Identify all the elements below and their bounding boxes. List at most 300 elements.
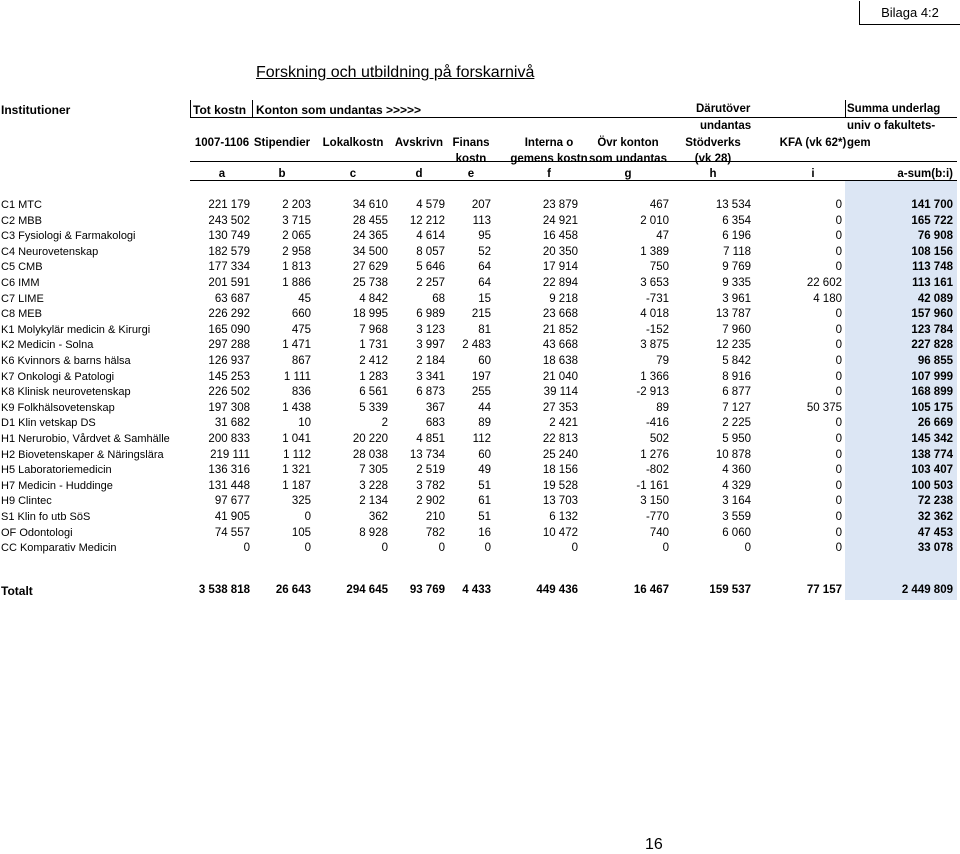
value-cell: 18 156 bbox=[542, 464, 578, 477]
value-cell: 141 700 bbox=[911, 199, 953, 211]
table-row bbox=[0, 261, 957, 277]
institution-name: C3 Fysiologi & Farmakologi bbox=[1, 230, 136, 243]
value-cell: 226 292 bbox=[208, 308, 250, 321]
value-cell: 0 bbox=[662, 542, 669, 555]
value-cell: 2 421 bbox=[549, 417, 578, 430]
value-cell: 21 040 bbox=[542, 370, 578, 383]
column-header-line2: gemens kostn bbox=[510, 153, 588, 165]
header-divider-1 bbox=[190, 100, 191, 118]
column-letter: g bbox=[624, 168, 632, 180]
value-cell: 7 305 bbox=[359, 464, 388, 477]
value-cell: 20 220 bbox=[352, 433, 388, 445]
value-cell: 76 908 bbox=[917, 230, 953, 243]
table-row bbox=[0, 371, 957, 387]
summary-header-line1: Summa underlag bbox=[847, 103, 941, 115]
value-cell: 177 334 bbox=[208, 261, 250, 274]
value-cell: 3 715 bbox=[282, 214, 311, 227]
institution-name: Totalt bbox=[1, 584, 33, 598]
value-cell: 3 228 bbox=[359, 479, 388, 492]
value-cell: 113 bbox=[472, 214, 491, 227]
institution-name: C6 IMM bbox=[1, 277, 40, 289]
column-header-line1: Avskrivn bbox=[394, 137, 444, 149]
value-cell: 449 436 bbox=[536, 584, 578, 596]
value-cell: 10 472 bbox=[542, 526, 578, 539]
value-cell: 41 905 bbox=[214, 511, 250, 523]
value-cell: 207 bbox=[471, 199, 491, 211]
value-cell: 3 782 bbox=[416, 479, 445, 492]
value-cell: 89 bbox=[478, 417, 491, 430]
institution-name: H7 Medicin - Huddinge bbox=[1, 479, 113, 492]
value-cell: 3 150 bbox=[640, 495, 669, 508]
value-cell: 0 bbox=[835, 542, 842, 555]
value-cell: 6 873 bbox=[416, 386, 445, 399]
institution-name: K2 Medicin - Solna bbox=[1, 339, 94, 352]
value-cell: 27 629 bbox=[352, 261, 388, 274]
value-cell: 2 412 bbox=[359, 355, 388, 367]
value-cell: 32 362 bbox=[917, 511, 953, 523]
value-cell: 836 bbox=[291, 386, 311, 399]
column-header-line1: 1007-1106 bbox=[194, 137, 250, 149]
value-cell: 1 366 bbox=[640, 370, 669, 383]
value-cell: 197 bbox=[471, 370, 491, 383]
value-cell: 34 610 bbox=[352, 199, 388, 211]
value-cell: -731 bbox=[645, 292, 669, 305]
value-cell: 0 bbox=[835, 511, 842, 523]
value-cell: 17 914 bbox=[542, 261, 578, 274]
page-number: 16 bbox=[645, 836, 663, 853]
institution-name: C4 Neurovetenskap bbox=[1, 245, 99, 258]
value-cell: 96 855 bbox=[917, 355, 953, 367]
value-cell: 2 065 bbox=[282, 230, 311, 243]
value-cell: 123 784 bbox=[911, 323, 953, 336]
value-cell: 4 329 bbox=[722, 479, 751, 492]
value-cell: 12 212 bbox=[409, 214, 445, 227]
value-cell: 157 960 bbox=[911, 308, 953, 321]
table-row bbox=[0, 449, 957, 465]
value-cell: 3 653 bbox=[640, 277, 669, 289]
value-cell: 2 958 bbox=[282, 245, 311, 258]
value-cell: 81 bbox=[478, 323, 491, 336]
value-cell: 16 bbox=[478, 526, 491, 539]
value-cell: 0 bbox=[835, 448, 842, 461]
value-cell: 0 bbox=[835, 214, 842, 227]
value-cell: 3 961 bbox=[722, 292, 751, 305]
column-header-line2: som undantas bbox=[589, 153, 667, 165]
value-cell: 105 175 bbox=[911, 401, 953, 414]
column-header-line1: Interna o bbox=[524, 137, 574, 149]
value-cell: -770 bbox=[645, 511, 669, 523]
institution-name: K7 Onkologi & Patologi bbox=[1, 370, 115, 383]
value-cell: 113 748 bbox=[912, 261, 953, 274]
value-cell: 0 bbox=[744, 542, 751, 555]
value-cell: 325 bbox=[291, 495, 311, 508]
value-cell: 18 995 bbox=[352, 308, 388, 321]
value-cell: 60 bbox=[478, 448, 491, 461]
value-cell: 130 749 bbox=[208, 230, 250, 243]
value-cell: 362 bbox=[368, 511, 388, 523]
value-cell: 72 238 bbox=[917, 495, 953, 508]
value-cell: 0 bbox=[835, 464, 842, 477]
value-cell: 4 842 bbox=[359, 292, 388, 305]
value-cell: 44 bbox=[478, 401, 491, 414]
value-cell: 1 187 bbox=[282, 479, 311, 492]
value-cell: 0 bbox=[835, 370, 842, 383]
value-cell: 2 184 bbox=[416, 355, 445, 367]
value-cell: 113 161 bbox=[912, 277, 953, 289]
value-cell: 28 038 bbox=[352, 448, 388, 461]
institution-name: CC Komparativ Medicin bbox=[1, 542, 117, 555]
value-cell: 5 842 bbox=[722, 355, 751, 367]
page-title: Forskning och utbildning på forskarnivå bbox=[256, 64, 535, 81]
value-cell: 1 112 bbox=[283, 448, 311, 461]
value-cell: 13 703 bbox=[542, 495, 578, 508]
table-row bbox=[0, 527, 957, 543]
value-cell: 126 937 bbox=[208, 355, 250, 367]
value-cell: 227 828 bbox=[911, 339, 953, 352]
value-cell: 0 bbox=[835, 261, 842, 274]
value-cell: 0 bbox=[835, 339, 842, 352]
value-cell: 475 bbox=[291, 323, 311, 336]
report-table bbox=[0, 100, 957, 600]
value-cell: 1 438 bbox=[282, 401, 311, 414]
value-cell: 0 bbox=[835, 526, 842, 539]
value-cell: 750 bbox=[649, 261, 669, 274]
value-cell: 64 bbox=[478, 261, 491, 274]
value-cell: 0 bbox=[835, 433, 842, 445]
value-cell: 6 060 bbox=[722, 526, 751, 539]
value-cell: 0 bbox=[484, 542, 491, 555]
value-cell: 210 bbox=[425, 511, 445, 523]
value-cell: 0 bbox=[835, 495, 842, 508]
value-cell: 0 bbox=[571, 542, 578, 555]
value-cell: 1 111 bbox=[283, 370, 311, 383]
value-cell: 0 bbox=[304, 511, 311, 523]
table-row bbox=[0, 402, 957, 418]
value-cell: 6 354 bbox=[722, 214, 751, 227]
value-cell: 4 851 bbox=[416, 433, 445, 445]
institution-name: K8 Klinisk neurovetenskap bbox=[1, 386, 131, 399]
value-cell: 243 502 bbox=[208, 214, 250, 227]
table-row bbox=[0, 230, 957, 246]
institution-name: K9 Folkhälsovetenskap bbox=[1, 401, 115, 414]
value-cell: 24 365 bbox=[352, 230, 388, 243]
value-cell: 3 341 bbox=[416, 370, 445, 383]
column-header-line1: Lokalkostn bbox=[322, 137, 384, 149]
table-row bbox=[0, 293, 957, 309]
institution-name: C2 MBB bbox=[1, 214, 42, 227]
value-cell: 221 179 bbox=[208, 199, 250, 211]
value-cell: 0 bbox=[438, 542, 445, 555]
column-letter: d bbox=[415, 168, 423, 180]
table-row bbox=[0, 199, 957, 215]
value-cell: 25 738 bbox=[352, 277, 388, 289]
value-cell: 50 375 bbox=[806, 401, 842, 414]
total-row bbox=[0, 584, 957, 600]
value-cell: 2 483 bbox=[462, 339, 491, 352]
value-cell: 145 253 bbox=[208, 370, 250, 383]
value-cell: 0 bbox=[835, 355, 842, 367]
value-cell: 136 316 bbox=[208, 464, 250, 477]
value-cell: 7 127 bbox=[722, 401, 751, 414]
table-row bbox=[0, 277, 957, 293]
table-row bbox=[0, 433, 957, 449]
value-cell: 61 bbox=[478, 495, 491, 508]
institution-name: C1 MTC bbox=[1, 199, 42, 211]
summary-header-line3: gem bbox=[847, 137, 871, 149]
column-header-line1: Stipendier bbox=[253, 137, 311, 149]
table-row bbox=[0, 464, 957, 480]
value-cell: 1 471 bbox=[282, 339, 311, 352]
column-header-line2: (vk 28) bbox=[694, 153, 732, 165]
appendix-text: Bilaga 4:2 bbox=[881, 5, 939, 20]
value-cell: 79 bbox=[656, 355, 669, 367]
value-cell: 215 bbox=[471, 308, 491, 321]
value-cell: 51 bbox=[478, 479, 491, 492]
column-letter: a bbox=[218, 168, 226, 180]
value-cell: 200 833 bbox=[208, 433, 250, 445]
value-cell: 23 879 bbox=[542, 199, 578, 211]
value-cell: 8 916 bbox=[722, 370, 751, 383]
value-cell: 2 bbox=[381, 417, 388, 430]
value-cell: 22 813 bbox=[542, 433, 578, 445]
excluded-header: undantas bbox=[700, 120, 752, 132]
value-cell: 26 669 bbox=[917, 417, 953, 430]
value-cell: 6 989 bbox=[416, 308, 445, 321]
value-cell: 26 643 bbox=[275, 584, 311, 596]
value-cell: 95 bbox=[478, 230, 491, 243]
value-cell: 105 bbox=[291, 526, 311, 539]
value-cell: 9 769 bbox=[722, 261, 751, 274]
value-cell: 1 283 bbox=[359, 370, 388, 383]
value-cell: 3 164 bbox=[722, 495, 751, 508]
value-cell: 7 960 bbox=[722, 323, 751, 336]
table-row bbox=[0, 495, 957, 511]
value-cell: 1 886 bbox=[282, 277, 311, 289]
value-cell: 47 bbox=[656, 230, 669, 243]
value-cell: 2 902 bbox=[416, 495, 445, 508]
value-cell: 18 638 bbox=[542, 355, 578, 367]
value-cell: 1 276 bbox=[640, 448, 669, 461]
value-cell: 9 335 bbox=[722, 277, 751, 289]
value-cell: 103 407 bbox=[911, 464, 953, 477]
value-cell: 3 123 bbox=[416, 323, 445, 336]
value-cell: 1 389 bbox=[640, 245, 669, 258]
table-row bbox=[0, 308, 957, 324]
value-cell: 367 bbox=[425, 401, 445, 414]
value-cell: 13 534 bbox=[715, 199, 751, 211]
value-cell: 1 731 bbox=[359, 339, 388, 352]
value-cell: 108 156 bbox=[911, 245, 953, 258]
value-cell: 2 519 bbox=[416, 464, 445, 477]
value-cell: 39 114 bbox=[543, 386, 578, 399]
value-cell: 9 218 bbox=[549, 292, 578, 305]
value-cell: 867 bbox=[291, 355, 311, 367]
value-cell: 8 928 bbox=[359, 526, 388, 539]
value-cell: 2 203 bbox=[282, 199, 311, 211]
value-cell: 0 bbox=[835, 417, 842, 430]
value-cell: 47 453 bbox=[917, 526, 953, 539]
value-cell: 145 342 bbox=[911, 433, 953, 445]
value-cell: 42 089 bbox=[917, 292, 953, 305]
institution-name: K1 Molykylär medicin & Kirurgi bbox=[1, 323, 151, 336]
value-cell: 197 308 bbox=[208, 401, 250, 414]
value-cell: 0 bbox=[835, 479, 842, 492]
value-cell: 60 bbox=[478, 355, 491, 367]
value-cell: 2 257 bbox=[416, 277, 445, 289]
value-cell: 10 878 bbox=[715, 448, 751, 461]
value-cell: 5 950 bbox=[722, 433, 751, 445]
value-cell: 93 769 bbox=[409, 584, 445, 596]
value-cell: -1 161 bbox=[636, 479, 669, 492]
value-cell: 21 852 bbox=[542, 323, 578, 336]
value-cell: 5 646 bbox=[416, 261, 445, 274]
value-cell: 77 157 bbox=[806, 584, 842, 596]
column-header-line1: Övr konton bbox=[597, 137, 659, 149]
value-cell: 0 bbox=[835, 245, 842, 258]
value-cell: 165 722 bbox=[911, 214, 953, 227]
excluded-accounts-header: Konton som undantas >>>>> bbox=[256, 103, 422, 117]
value-cell: 6 877 bbox=[722, 386, 751, 399]
value-cell: 49 bbox=[478, 464, 491, 477]
value-cell: 89 bbox=[656, 401, 669, 414]
value-cell: 13 787 bbox=[715, 308, 751, 321]
header-divider-3 bbox=[845, 100, 846, 118]
value-cell: 64 bbox=[478, 277, 491, 289]
value-cell: 22 602 bbox=[806, 277, 842, 289]
value-cell: 6 561 bbox=[359, 386, 388, 399]
value-cell: 0 bbox=[243, 542, 250, 555]
value-cell: 15 bbox=[478, 292, 491, 305]
column-letter: b bbox=[278, 168, 286, 180]
value-cell: 0 bbox=[835, 230, 842, 243]
column-header-line1: Finans bbox=[452, 137, 490, 149]
value-cell: 22 894 bbox=[542, 277, 578, 289]
value-cell: 2 134 bbox=[359, 495, 388, 508]
header-rule-3 bbox=[190, 180, 957, 181]
institution-name: H5 Laboratoriemedicin bbox=[1, 464, 112, 477]
value-cell: 0 bbox=[835, 386, 842, 399]
value-cell: 201 591 bbox=[208, 277, 250, 289]
table-row bbox=[0, 355, 957, 371]
value-cell: 0 bbox=[381, 542, 388, 555]
value-cell: 226 502 bbox=[208, 386, 250, 399]
institution-name: C8 MEB bbox=[1, 308, 42, 321]
institution-name: D1 Klin vetskap DS bbox=[1, 417, 96, 430]
institution-name: S1 Klin fo utb SöS bbox=[1, 511, 91, 523]
value-cell: 2 225 bbox=[722, 417, 751, 430]
value-cell: 502 bbox=[649, 433, 669, 445]
value-cell: -152 bbox=[645, 323, 669, 336]
value-cell: 1 813 bbox=[282, 261, 311, 274]
table-row bbox=[0, 480, 957, 496]
header-divider-2 bbox=[252, 100, 253, 118]
value-cell: 34 500 bbox=[352, 245, 388, 258]
value-cell: 10 bbox=[298, 417, 311, 430]
column-letter: i bbox=[811, 168, 815, 180]
value-cell: 6 196 bbox=[722, 230, 751, 243]
value-cell: 12 235 bbox=[715, 339, 751, 352]
value-cell: 3 875 bbox=[640, 339, 669, 352]
value-cell: 23 668 bbox=[542, 308, 578, 321]
value-cell: 3 997 bbox=[416, 339, 445, 352]
column-header-line1: KFA (vk 62*) bbox=[779, 137, 847, 149]
column-letter: h bbox=[709, 168, 717, 180]
value-cell: 0 bbox=[835, 199, 842, 211]
institution-name: OF Odontologi bbox=[1, 526, 73, 539]
value-cell: 4 614 bbox=[416, 230, 445, 243]
value-cell: 7 968 bbox=[359, 323, 388, 336]
table-row bbox=[0, 246, 957, 262]
column-letter: c bbox=[349, 168, 357, 180]
value-cell: 28 455 bbox=[352, 214, 388, 227]
value-cell: 255 bbox=[471, 386, 491, 399]
value-cell: 0 bbox=[835, 323, 842, 336]
value-cell: 8 057 bbox=[416, 245, 445, 258]
value-cell: 467 bbox=[649, 199, 669, 211]
value-cell: -802 bbox=[645, 464, 669, 477]
value-cell: 107 999 bbox=[911, 370, 953, 383]
value-cell: 27 353 bbox=[542, 401, 578, 414]
table-row bbox=[0, 511, 957, 527]
value-cell: 2 010 bbox=[640, 214, 669, 227]
column-header-line1: Stödverks bbox=[685, 137, 741, 149]
additionally-header: Därutöver bbox=[696, 103, 751, 115]
value-cell: 740 bbox=[649, 526, 669, 539]
value-cell: 1 041 bbox=[282, 433, 311, 445]
value-cell: 51 bbox=[478, 511, 491, 523]
value-cell: 97 677 bbox=[214, 495, 250, 508]
value-cell: 68 bbox=[432, 292, 445, 305]
value-cell: 63 687 bbox=[214, 292, 250, 305]
value-cell: 297 288 bbox=[208, 339, 250, 352]
value-cell: 219 111 bbox=[210, 448, 250, 461]
value-cell: 131 448 bbox=[208, 479, 250, 492]
value-cell: 159 537 bbox=[709, 584, 751, 596]
value-cell: 1 321 bbox=[282, 464, 311, 477]
value-cell: 0 bbox=[835, 308, 842, 321]
value-cell: 7 118 bbox=[723, 245, 751, 258]
value-cell: 168 899 bbox=[911, 386, 953, 399]
value-cell: 5 339 bbox=[359, 401, 388, 414]
value-cell: 6 132 bbox=[549, 511, 578, 523]
value-cell: -416 bbox=[645, 417, 669, 430]
header-rule-1 bbox=[190, 117, 957, 118]
value-cell: 112 bbox=[472, 433, 491, 445]
value-cell: -2 913 bbox=[636, 386, 669, 399]
column-letter: a-sum(b:i) bbox=[897, 168, 953, 180]
value-cell: 4 018 bbox=[640, 308, 669, 321]
value-cell: 74 557 bbox=[214, 526, 250, 539]
column-letter: e bbox=[467, 168, 475, 180]
value-cell: 782 bbox=[425, 526, 445, 539]
table-row bbox=[0, 542, 957, 558]
table-row bbox=[0, 417, 957, 433]
table-row bbox=[0, 215, 957, 231]
total-cost-header: Tot kostn bbox=[193, 103, 247, 117]
institution-name: H1 Nerurobio, Vårdvet & Samhälle bbox=[1, 433, 170, 445]
institution-name: C5 CMB bbox=[1, 261, 43, 274]
value-cell: 16 467 bbox=[633, 584, 669, 596]
value-cell: 138 774 bbox=[911, 448, 953, 461]
table-row bbox=[0, 386, 957, 402]
value-cell: 294 645 bbox=[346, 584, 388, 596]
value-cell: 16 458 bbox=[542, 230, 578, 243]
value-cell: 4 360 bbox=[722, 464, 751, 477]
value-cell: 20 350 bbox=[542, 245, 578, 258]
summary-header-line2: univ o fakultets- bbox=[847, 120, 936, 132]
table-row bbox=[0, 339, 957, 355]
value-cell: 182 579 bbox=[208, 245, 250, 258]
